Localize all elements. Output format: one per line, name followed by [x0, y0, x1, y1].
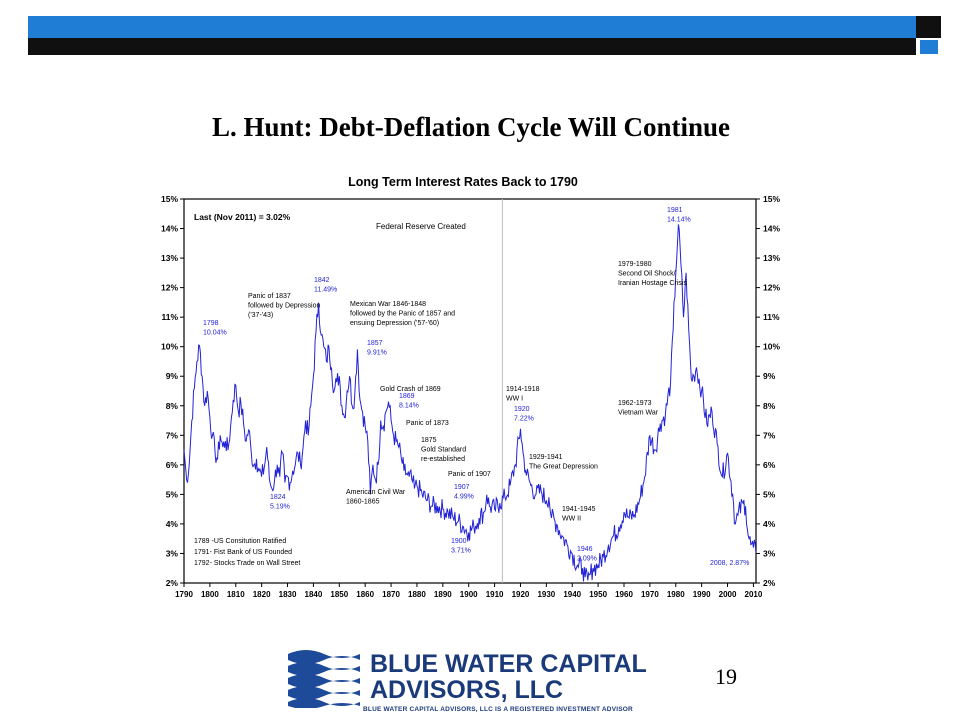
annotation-label: Second Oil Shock/	[618, 270, 676, 278]
top-band-square-blue	[920, 40, 938, 54]
annotation-label: 2008, 2.87%	[710, 560, 750, 567]
top-band-blue	[28, 16, 916, 38]
annotation-label: 1791- Fist Bank of US Founded	[194, 549, 293, 556]
y-tick-label-left: 11%	[161, 312, 178, 323]
annotation-label: 11.49%	[314, 286, 338, 294]
x-tick-label: 1790	[175, 590, 193, 599]
x-tick-label: 1940	[563, 590, 582, 599]
x-tick-label: 1810	[226, 590, 245, 599]
y-tick-label-right: 12%	[763, 282, 781, 293]
y-tick-label-right: 13%	[763, 253, 781, 264]
annotation-label: 10.04%	[203, 329, 227, 337]
annotation-label: 1842	[314, 277, 330, 284]
annotation-label: 1946	[577, 546, 593, 553]
annotation-label: re-established	[421, 456, 465, 463]
annotation-label: 1962-1973	[618, 400, 652, 407]
x-tick-label: 1880	[408, 590, 426, 599]
y-tick-label-left: 13%	[160, 253, 178, 264]
annotation-label: 1875	[421, 437, 437, 444]
y-tick-label-left: 9%	[165, 371, 178, 382]
y-tick-label-right: 15%	[763, 194, 781, 204]
y-tick-label-right: 14%	[763, 223, 781, 234]
y-tick-label-left: 8%	[165, 400, 178, 411]
annotation-label: Mexican War 1846-1848	[350, 301, 427, 308]
fed-reserve-label: Federal Reserve Created	[376, 222, 466, 231]
annotation-label: 1979-1980	[618, 261, 652, 268]
x-tick-label: 1910	[485, 590, 504, 599]
last-value-label: Last (Nov 2011) = 3.02%	[194, 212, 291, 222]
annotation-label: 1941-1945	[562, 506, 596, 513]
y-tick-label-left: 15%	[160, 194, 178, 204]
annotation-label: The Great Depression	[529, 463, 598, 471]
annotation-label: 1981	[667, 207, 683, 214]
annotation-label: 1914-1918	[506, 386, 540, 393]
y-tick-label-right: 5%	[763, 489, 776, 500]
x-tick-label: 1840	[304, 590, 323, 599]
x-tick-label: 1800	[200, 590, 219, 599]
y-tick-label-left: 10%	[160, 341, 178, 352]
annotation-label: 1857	[367, 340, 383, 347]
annotation-label: Vietnam War	[618, 409, 659, 417]
wave-stripes-icon	[288, 650, 360, 708]
annotation-label: American Civil War	[346, 489, 406, 496]
annotation-label: 1907	[454, 484, 470, 491]
y-tick-label-right: 4%	[763, 518, 776, 529]
annotation-label: 2.09%	[577, 555, 597, 563]
y-tick-label-right: 2%	[763, 578, 776, 588]
top-band-dark	[28, 38, 916, 55]
logo-line-2: ADVISORS, LLC	[370, 676, 564, 704]
x-tick-label: 1920	[511, 590, 530, 599]
x-tick-label: 1860	[356, 590, 375, 599]
x-tick-label: 1950	[589, 590, 608, 599]
annotation-label: Gold Crash of 1869	[380, 386, 441, 393]
annotation-label: WW I	[506, 395, 524, 403]
x-tick-label: 1960	[615, 590, 633, 599]
annotation-label: 4.99%	[454, 493, 474, 501]
x-tick-label: 2010	[744, 590, 763, 599]
annotation-label: 1929-1941	[529, 454, 563, 461]
y-tick-label-left: 7%	[165, 430, 178, 441]
top-band-square-dark	[916, 16, 941, 38]
annotation-label: 14.14%	[667, 216, 691, 224]
y-tick-label-left: 5%	[165, 489, 178, 500]
y-tick-label-right: 9%	[763, 371, 776, 382]
annotation-label: 8.14%	[399, 402, 419, 410]
y-tick-label-right: 3%	[763, 548, 776, 559]
slide-title: L. Hunt: Debt-Deflation Cycle Will Continue	[211, 112, 730, 142]
logo-tagline: BLUE WATER CAPITAL ADVISORS, LLC IS A REGISTERED INVESTMENT ADVISOR	[363, 706, 633, 713]
annotation-label: 1920	[514, 406, 530, 413]
y-tick-label-right: 7%	[763, 430, 776, 441]
annotation-label: 1792- Stocks Trade on Wall Street	[194, 560, 301, 567]
company-logo	[286, 646, 666, 708]
x-tick-label: 1900	[459, 590, 478, 599]
y-tick-label-right: 10%	[763, 341, 781, 352]
x-tick-label: 1980	[666, 590, 685, 599]
annotation-label: 3.71%	[451, 547, 471, 555]
series-line-interest-rate	[184, 224, 756, 581]
y-tick-label-left: 14%	[160, 223, 178, 234]
x-tick-label: 1830	[278, 590, 297, 599]
x-tick-label: 2000	[718, 590, 737, 599]
y-tick-label-right: 11%	[763, 312, 780, 323]
annotation-label: 7.22%	[514, 415, 534, 423]
x-tick-label: 1970	[640, 590, 659, 599]
annotation-label: 1789 -US Consitution Ratified	[194, 538, 287, 545]
annotation-label: Panic of 1907	[448, 471, 491, 478]
annotation-label: 1860-1865	[346, 498, 380, 506]
annotation-label: Iranian Hostage Crisis	[618, 280, 687, 287]
x-tick-label: 1850	[330, 590, 349, 599]
annotation-label: ('37-'43)	[248, 312, 274, 319]
annotation-label: 1869	[399, 393, 415, 400]
annotation-label: 9.91%	[367, 349, 387, 357]
x-tick-label: 1820	[252, 590, 271, 599]
y-tick-label-left: 3%	[165, 548, 178, 559]
annotation-label: Panic of 1873	[406, 420, 449, 427]
x-tick-label: 1890	[433, 590, 452, 599]
annotation-label: 5.19%	[270, 503, 290, 511]
interest-rate-chart	[148, 168, 798, 608]
annotation-label: Gold Standard	[421, 446, 467, 454]
annotation-label: followed by the Panic of 1857 and	[350, 310, 456, 318]
annotation-label: Panic of 1837	[248, 293, 291, 300]
annotations-group	[194, 207, 749, 567]
page-number: 19	[715, 664, 737, 689]
annotation-label: followed by Depression	[248, 302, 321, 310]
annotation-label: WW II	[562, 515, 582, 523]
annotation-label: ensuing Depression ('57-'60)	[350, 320, 440, 327]
annotation-label: 1824	[270, 494, 286, 501]
x-tick-label: 1990	[692, 590, 711, 599]
y-tick-label-left: 12%	[160, 282, 178, 293]
logo-line-1: BLUE WATER CAPITAL	[370, 650, 647, 678]
y-tick-label-left: 6%	[165, 459, 178, 470]
y-tick-label-right: 8%	[763, 400, 776, 411]
x-tick-label: 1930	[537, 590, 556, 599]
annotation-label: 1900	[451, 538, 467, 545]
annotation-label: 1798	[203, 320, 219, 327]
y-tick-label-left: 4%	[165, 518, 178, 529]
chart-title: Long Term Interest Rates Back to 1790	[348, 175, 578, 189]
y-tick-label-left: 2%	[165, 578, 178, 588]
y-tick-label-right: 6%	[763, 459, 776, 470]
x-tick-label: 1870	[382, 590, 400, 599]
